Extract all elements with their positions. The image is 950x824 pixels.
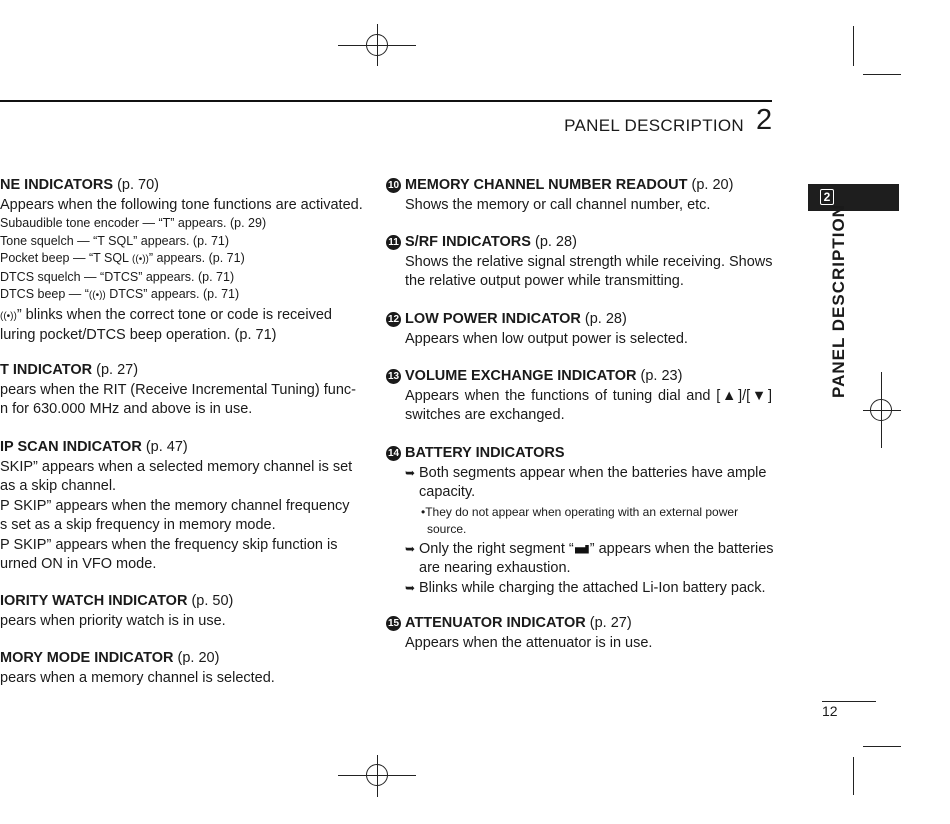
body-line: Tone squelch — “T SQL” appears. (p. 71) xyxy=(0,233,230,248)
page-ref: (p. 28) xyxy=(534,234,577,250)
bullet-line: ➥ Blinks while charging the attached Li-Ion battery pack. xyxy=(405,579,774,599)
body-line: Appears when the functions of tuning dial and [▲]/[▼] xyxy=(405,387,772,404)
chapter-badge: 2 xyxy=(820,189,834,205)
body-line: switches are exchanged. xyxy=(405,407,565,423)
pocket-beep-icon: ((•)) xyxy=(0,310,17,322)
page-ref: (p. 28) xyxy=(584,311,627,327)
section-heading: MEMORY CHANNEL NUMBER READOUT xyxy=(405,177,688,193)
item-number-icon: 12 xyxy=(387,314,400,325)
crop-mark xyxy=(863,746,901,747)
body-line: DTCS squelch — “DTCS” appears. (p. 71) xyxy=(0,269,235,284)
section-heading: LOW POWER INDICATOR xyxy=(405,311,581,327)
body-line: Appears when the following tone functions are activated. xyxy=(0,196,363,213)
priority-watch-section xyxy=(0,592,233,631)
item-number-icon: 10 xyxy=(387,180,400,191)
bullet-line: ➥ Only the right segment “ ” appears when the batteries xyxy=(405,540,774,560)
attenuator-indicator-section xyxy=(405,614,652,653)
low-power-indicator-section xyxy=(405,310,688,349)
section-heading: ATTENUATOR INDICATOR xyxy=(405,615,586,631)
volume-exchange-section xyxy=(405,367,772,426)
section-heading: T INDICATOR xyxy=(0,362,93,378)
side-section-title: PANEL DESCRIPTION xyxy=(829,204,848,398)
body-line: P SKIP” appears when the frequency skip function is xyxy=(0,536,338,553)
battery-segment-icon xyxy=(575,545,589,554)
item-number-icon: 11 xyxy=(386,235,401,250)
chapter-tab xyxy=(808,184,899,211)
battery-indicators-section xyxy=(405,444,774,598)
body-line: as a skip channel. xyxy=(0,478,117,494)
section-heading: BATTERY INDICATORS xyxy=(405,445,565,461)
note-line: •They do not appear when operating with an external power xyxy=(421,504,739,519)
section-heading: IP SCAN INDICATOR xyxy=(0,439,142,455)
body-line: pears when a memory channel is selected. xyxy=(0,669,275,686)
section-heading: IORITY WATCH INDICATOR xyxy=(0,593,188,609)
page-ref: (p. 23) xyxy=(640,368,683,384)
body-line: are nearing exhaustion. xyxy=(419,560,571,576)
registration-mark-icon xyxy=(366,764,388,786)
section-heading: MORY MODE INDICATOR xyxy=(0,650,174,666)
note-line: source. xyxy=(427,522,467,536)
body-line: Subaudible tone encoder — “T” appears. (p. 29) xyxy=(0,216,267,230)
crop-mark xyxy=(853,26,854,66)
section-heading: VOLUME EXCHANGE INDICATOR xyxy=(405,368,637,384)
item-number-icon: 14 xyxy=(387,448,400,459)
srf-indicators-section xyxy=(405,233,773,292)
body-line: capacity. xyxy=(419,484,476,500)
memory-mode-section xyxy=(0,649,275,688)
body-line: pears when priority watch is in use. xyxy=(0,612,226,629)
header-rule xyxy=(0,100,772,102)
item-number-icon: 15 xyxy=(387,618,400,629)
page-ref: (p. 27) xyxy=(96,362,139,378)
crop-mark xyxy=(863,74,901,75)
body-line: ((•))” blinks when the correct tone or code is received xyxy=(0,306,332,323)
memory-channel-readout-section xyxy=(405,176,733,215)
skip-scan-indicator-section xyxy=(0,438,352,575)
page-ref: (p. 47) xyxy=(145,439,188,455)
body-line: DTCS beep — “((•)) DTCS” appears. (p. 71) xyxy=(0,287,240,301)
pocket-beep-icon: ((•)) xyxy=(132,254,149,265)
section-number: 2 xyxy=(756,104,773,136)
page-ref: (p. 20) xyxy=(177,650,220,666)
tone-indicators-section xyxy=(0,176,363,346)
page-ref: (p. 27) xyxy=(589,615,632,631)
arrow-bullet-icon: ➥ xyxy=(405,465,416,480)
body-line: urned ON in VFO mode. xyxy=(0,556,157,572)
crop-mark xyxy=(853,757,854,795)
page-ref: (p. 50) xyxy=(191,593,234,609)
body-line: Appears when low output power is selected. xyxy=(405,330,688,347)
body-line: Shows the relative signal strength while receiving. Shows xyxy=(405,253,773,270)
item-number-icon: 13 xyxy=(387,371,400,382)
registration-mark-icon xyxy=(366,34,388,56)
pocket-beep-icon: ((•)) xyxy=(88,290,106,301)
section-title: PANEL DESCRIPTION xyxy=(564,116,744,135)
body-line: the relative output power while transmitting. xyxy=(405,273,684,289)
page-number: 12 xyxy=(822,703,838,719)
body-line: pears when the RIT (Receive Incremental Tuning) func- xyxy=(0,381,356,398)
body-line: s set as a skip frequency in memory mode. xyxy=(0,517,276,533)
arrow-bullet-icon: ➥ xyxy=(405,541,416,556)
section-heading: NE INDICATORS xyxy=(0,177,114,193)
arrow-bullet-icon: ➥ xyxy=(405,580,416,595)
body-line: Shows the memory or call channel number, etc. xyxy=(405,196,711,213)
registration-mark-icon xyxy=(870,399,892,421)
footer-rule xyxy=(822,701,876,702)
page-ref: (p. 70) xyxy=(117,177,160,193)
rit-indicator-section xyxy=(0,361,356,420)
body-line: Pocket beep — “T SQL ((•))” appears. (p. 71) xyxy=(0,251,245,265)
body-line: luring pocket/DTCS beep operation. (p. 71) xyxy=(0,327,277,343)
body-line: P SKIP” appears when the memory channel frequency xyxy=(0,497,350,514)
section-heading: S/RF INDICATORS xyxy=(405,234,531,250)
body-line: SKIP” appears when a selected memory channel is set xyxy=(0,458,353,475)
body-line: Appears when the attenuator is in use. xyxy=(405,634,653,651)
page-ref: (p. 20) xyxy=(691,177,734,193)
bullet-line: ➥ Both segments appear when the batteries have ample xyxy=(405,464,774,484)
body-line: n for 630.000 MHz and above is in use. xyxy=(0,401,253,417)
